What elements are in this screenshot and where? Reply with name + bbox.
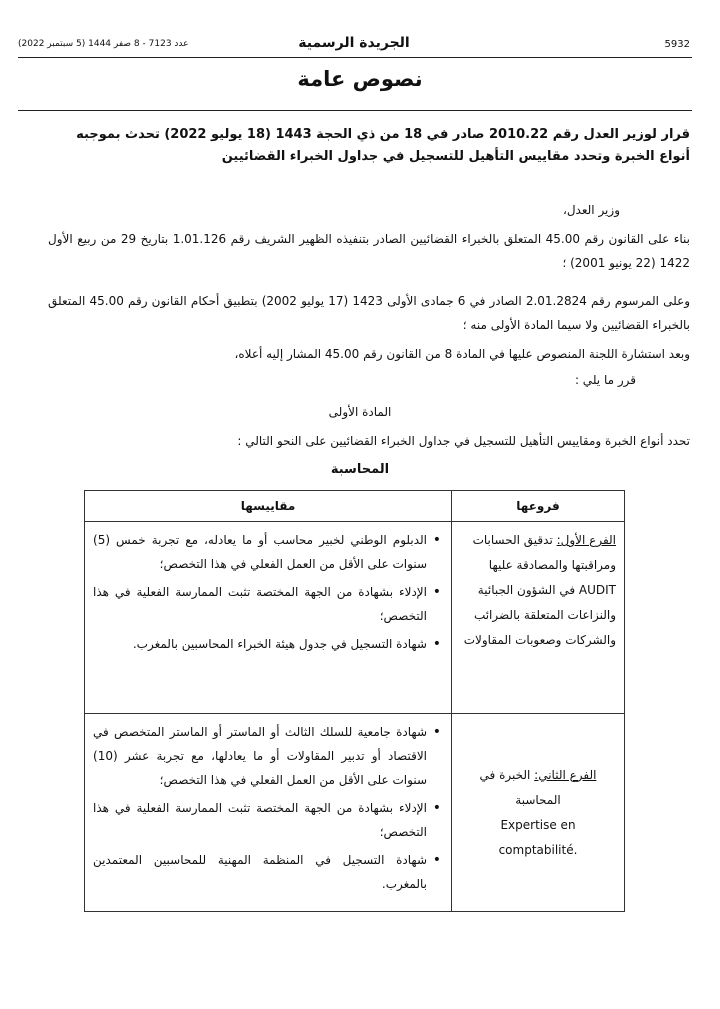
table-title: المحاسبة [330, 462, 390, 477]
criteria-list [93, 528, 441, 656]
list-item: • شهادة التسجيل في جدول هيئة الخبراء المحاسبين بالمغرب. [93, 632, 427, 656]
table-row [85, 522, 625, 714]
article-heading: المادة الأولى [328, 405, 392, 419]
journal-name: الجريدة الرسمية [298, 35, 410, 51]
branch-text: الخبرة في المحاسبة [479, 767, 561, 807]
list-item: • الإدلاء بشهادة من الجهة المختصة تثبت الممارسة الفعلية في هذا التخصص؛ [93, 796, 427, 844]
issue-info: عدد 7123 - 8 صفر 1444 (5 سبتمبر 2022) [18, 39, 189, 49]
branch-cell [452, 522, 625, 714]
table-row [85, 714, 625, 912]
section-divider [18, 110, 692, 111]
branch-label: الفرع الأول: [556, 533, 616, 547]
list-item: • شهادة جامعية للسلك الثالث أو الماستر أو الماستر المتخصص في الاقتصاد أو تدبير المقاولات أو ما يعادلها، مع تجربة عشر (10) سنوات على الأقل من العمل الفعلي في هذا التخصص؛ [93, 720, 427, 792]
minister-line: وزير العدل، [562, 203, 620, 217]
list-item: • شهادة التسجيل في المنظمة المهنية للمحاسبين المعتمدين بالمغرب. [93, 848, 427, 896]
decided-line: قرر ما يلي : [574, 373, 636, 387]
list-item: • الإدلاء بشهادة من الجهة المختصة تثبت الممارسة الفعلية في هذا التخصص؛ [93, 580, 427, 628]
branch-text-french: Expertise en comptabilité. [498, 817, 578, 857]
criteria-cell [85, 522, 452, 714]
preamble-consultation: وبعد استشارة اللجنة المنصوص عليها في المادة 8 من القانون رقم 45.00 المشار إليه أعلاه، [234, 347, 690, 361]
page-number: 5932 [664, 39, 690, 50]
section-title: نصوص عامة [297, 67, 423, 91]
header-divider [18, 57, 692, 58]
branch-text: تدقيق الحسابات ومراقبتها والمصادقة عليها AUDIT في الشؤون الجبائية والنزاعات المتعلقة بالضرائب والشركات وصعوبات المقاولات [463, 533, 616, 647]
article-text: تحدد أنواع الخبرة ومقاييس التأهيل للتسجيل في جداول الخبراء القضائيين على النحو التالي : [237, 434, 690, 448]
column-header-criteria: مقاييسها [85, 491, 452, 522]
criteria-list [93, 720, 441, 896]
page-header [18, 35, 690, 57]
list-item: • الدبلوم الوطني لخبير محاسب أو ما يعادله، مع تجربة خمس (5) سنوات على الأقل من العمل الفعلي في هذا التخصص؛ [93, 528, 427, 576]
preamble-law-reference: بناء على القانون رقم 45.00 المتعلق بالخبراء القضائيين الصادر بتنفيذه الظهير الشريف رقم 1.01.126 بتاريخ 29 من ربيع الأول 1422 (22 يونيو 2001) ؛ [48, 232, 690, 270]
column-header-branches: فروعها [452, 491, 625, 522]
decree-title: قرار لوزير العدل رقم 2010.22 صادر في 18 من ذي الحجة 1443 (18 يوليو 2022) تحدث بموجبه أنواع الخبرة وتحدد مقاييس التأهيل للتسجيل في جداول الخبراء القضائيين [76, 127, 690, 164]
branch-cell [452, 714, 625, 912]
criteria-cell [85, 714, 452, 912]
criteria-table [84, 490, 625, 912]
preamble-decree-reference: وعلى المرسوم رقم 2.01.2824 الصادر في 6 جمادى الأولى 1423 (17 يوليو 2002) بتطبيق أحكام القانون رقم 45.00 المتعلق بالخبراء القضائيين ولا سيما المادة الأولى منه ؛ [48, 294, 691, 332]
table-header-row [85, 491, 625, 522]
branch-label: الفرع الثاني: [534, 767, 597, 782]
